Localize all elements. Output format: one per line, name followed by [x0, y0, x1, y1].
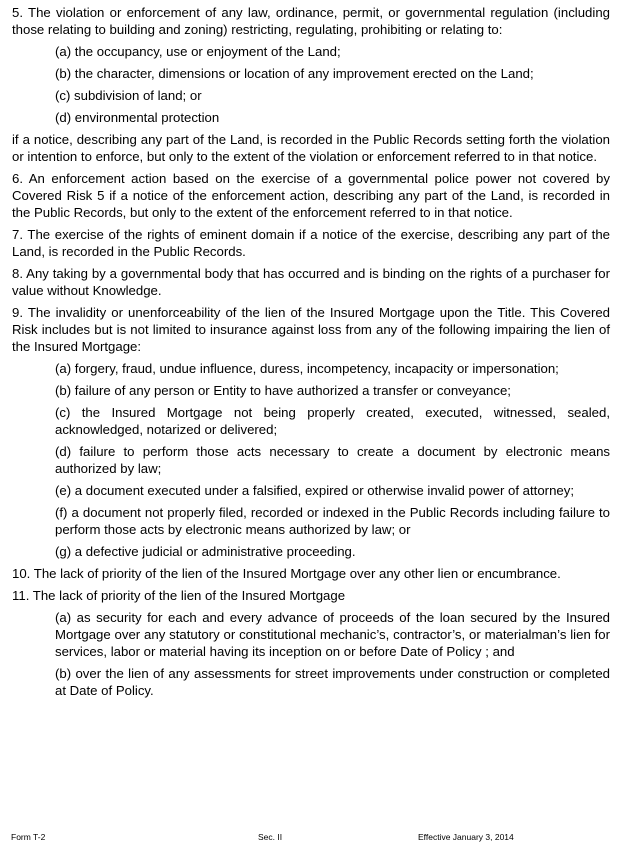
- paragraph-9d: (d) failure to perform those acts necessary to create a document by electronic means authorized by law;: [55, 444, 610, 476]
- paragraph-10: 10. The lack of priority of the lien of the Insured Mortgage over any other lien or encumbrance.: [12, 566, 561, 581]
- document-body: [12, 4, 610, 704]
- paragraph-8: 8. Any taking by a governmental body that has occurred and is binding on the rights of a purchaser for value without Knowledge.: [12, 266, 610, 298]
- page-footer: [0, 832, 620, 846]
- paragraph-5d: (d) environmental protection: [55, 110, 220, 125]
- paragraph-11a: (a) as security for each and every advance of proceeds of the loan secured by the Insured Mortgage over any statutory or constitutional mechanic’s, contractor’s, or materialman’s lien for services, labor or material having its inception on or before Date of Policy ; and: [55, 610, 610, 659]
- paragraph-5-continuation: if a notice, describing any part of the Land, is recorded in the Public Records setting forth the violation or intention to enforce, but only to the extent of the violation or enforcement referred to in that notice.: [12, 132, 610, 164]
- paragraph-9: 9. The invalidity or unenforceability of the lien of the Insured Mortgage upon the Title. This Covered Risk includes but is not limited to insurance against loss from any of the following impairing the lien of the Insured Mortgage:: [12, 305, 610, 354]
- paragraph-11b: (b) over the lien of any assessments for street improvements under construction or completed at Date of Policy.: [55, 666, 610, 698]
- paragraph-7: 7. The exercise of the rights of eminent domain if a notice of the exercise, describing any part of the Land, is recorded in the Public Records.: [12, 227, 610, 259]
- footer-section: Sec. II: [258, 832, 283, 842]
- paragraph-5b: (b) the character, dimensions or location of any improvement erected on the Land;: [55, 66, 534, 81]
- paragraph-9g: (g) a defective judicial or administrative proceeding.: [55, 544, 356, 559]
- paragraph-9a: (a) forgery, fraud, undue influence, duress, incompetency, incapacity or impersonation;: [55, 361, 559, 376]
- paragraph-9e: (e) a document executed under a falsified, expired or otherwise invalid power of attorney;: [55, 483, 574, 498]
- paragraph-9f: (f) a document not properly filed, recorded or indexed in the Public Records including failure to perform those acts by electronic means authorized by law; or: [55, 505, 610, 537]
- footer-effective-date: Effective January 3, 2014: [418, 832, 514, 842]
- paragraph-9b: (b) failure of any person or Entity to have authorized a transfer or conveyance;: [55, 383, 511, 398]
- paragraph-5a: (a) the occupancy, use or enjoyment of the Land;: [55, 44, 341, 59]
- paragraph-9c: (c) the Insured Mortgage not being properly created, executed, witnessed, sealed, acknowledged, notarized or delivered;: [55, 405, 610, 437]
- paragraph-6: 6. An enforcement action based on the exercise of a governmental police power not covered by Covered Risk 5 if a notice of the enforcement action, describing any part of the Land, is recorded in the Public Records, but only to the extent of the enforcement referred to in that notice.: [12, 171, 610, 220]
- paragraph-5: 5. The violation or enforcement of any law, ordinance, permit, or governmental regulation (including those relating to building and zoning) restricting, regulating, prohibiting or relating to:: [12, 5, 610, 37]
- paragraph-11: 11. The lack of priority of the lien of the Insured Mortgage: [12, 588, 346, 603]
- paragraph-5c: (c) subdivision of land; or: [55, 88, 202, 103]
- footer-form-number: Form T-2: [11, 832, 46, 842]
